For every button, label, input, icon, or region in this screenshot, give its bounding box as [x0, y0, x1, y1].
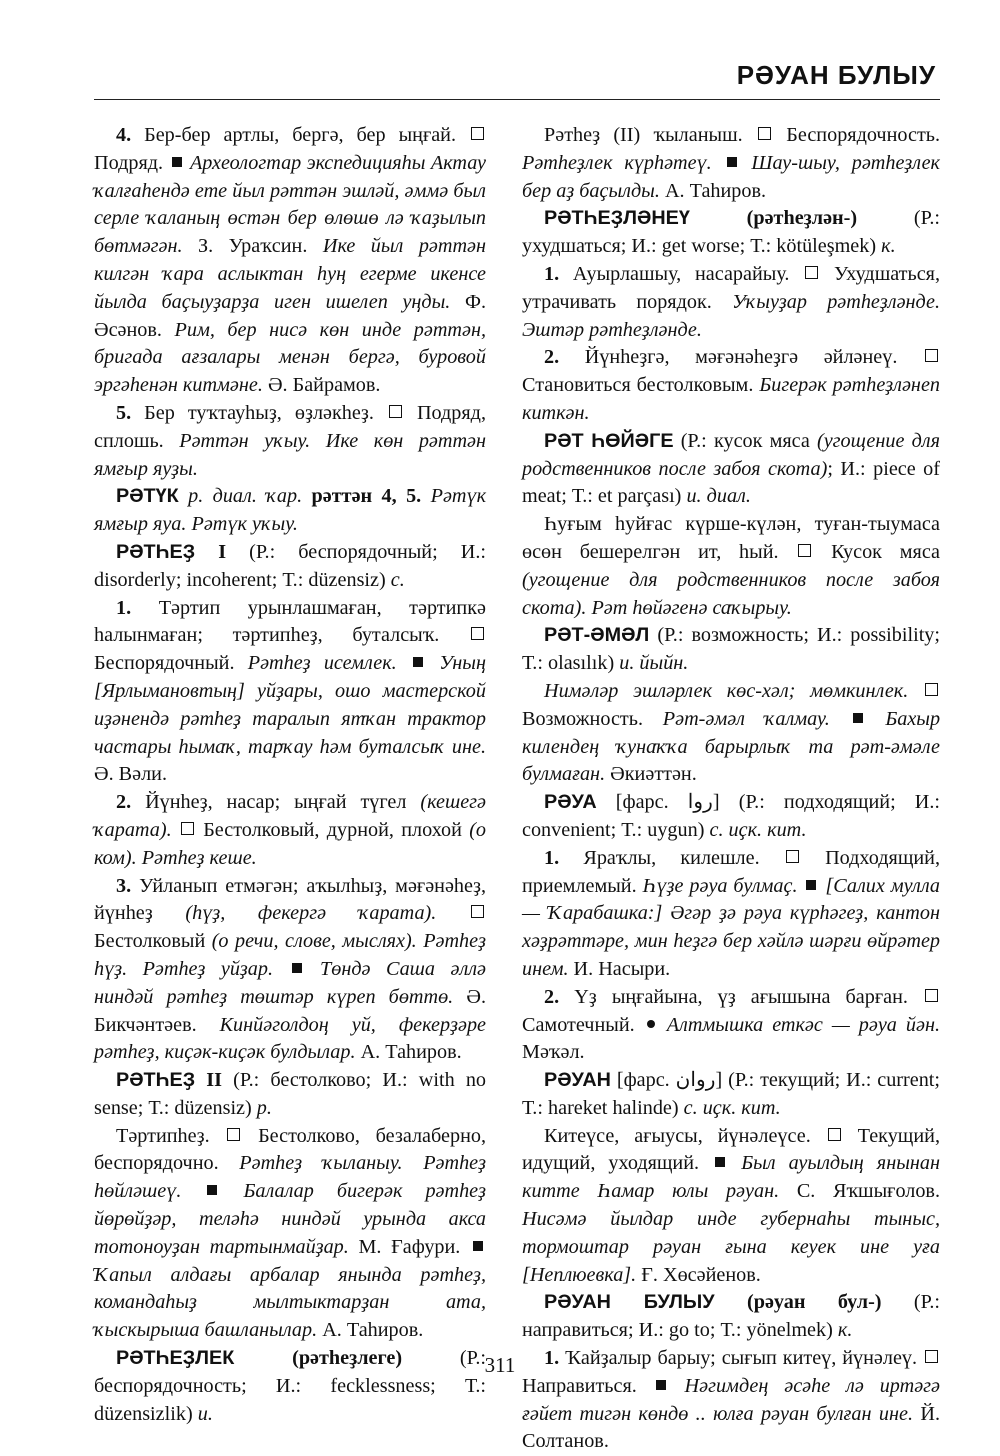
translation-box-icon	[471, 127, 484, 140]
headword: РӘУАН	[544, 1069, 611, 1092]
headword: РӘТ-ӘМӘЛ	[544, 624, 650, 647]
example-square-icon	[727, 157, 737, 167]
sense-paragraph: 1. Ҡайҙалыр барыу; сығып китеү, йүнәлеү. Направиться. Нәгимдең әсәһе лә иртәгә ғәйет тигән көндө .. юлға рәуан булған ине. Й. Солтанов.	[522, 1347, 940, 1453]
entry-paragraph: РӘТҺЕҘЛӘНЕҮ (рәтһеҙлән-) (Р.: ухудшаться; И.: get worse; Т.: kötüleşmek) к.	[522, 207, 941, 258]
translation-box-icon	[471, 627, 484, 640]
entry-paragraph: РӘУАН [фарс. روان] (Р.: текущий; И.: current; Т.: hareket halinde) с. иҫк. кит.	[522, 1069, 941, 1119]
translation-box-icon	[828, 1128, 841, 1141]
sense-paragraph: Һуғым һуйғас күрше-күлән, туған-тыумаса өсөн бешерелгән ит, һый. Кусок мяса (угощение для родственников после забоя скота). Рәт һөйәгенә саҡырыу.	[522, 513, 940, 619]
translation-box-icon	[181, 822, 194, 835]
headword: РӘУАН БУЛЫУ	[544, 1291, 715, 1314]
entry-paragraph: РӘТ ҺӨЙӘГЕ (Р.: кусок мяса (угощение для родственников после забоя скота); И.: piece of meat; Т.: et parçası) и. диал.	[522, 429, 940, 508]
translation-box-icon	[925, 683, 938, 696]
translation-box-icon	[389, 405, 402, 418]
entry-paragraph: РӘТҺЕҘ I (Р.: беспорядочный; И.: disorderly; incoherent; Т.: düzensiz) c.	[94, 540, 487, 591]
page-number: 311	[484, 1353, 516, 1377]
headword: РӘТҺЕҘЛӘНЕҮ	[544, 207, 690, 230]
example-square-icon	[656, 1380, 666, 1390]
sense-paragraph: 1. Ауырлашыу, насарайыу. Ухудшаться, утрачивать порядок. Уҡыуҙар рәтһеҙләнде. Эштәр рәтһеҙләнде.	[522, 262, 941, 341]
entry-paragraph: РӘУА [фарс. روا] (Р.: подходящий; И.: convenient; Т.: uygun) с. иҫк. кит.	[522, 791, 941, 841]
proverb-bullet-icon	[647, 1020, 655, 1028]
sense-paragraph: 3. Уйланып етмәгән; аҡылһыҙ, мәғәнәһеҙ, йүнһеҙ (һүҙ, фекергә ҡарата). Бестолковый (о речи, слове, мыслях). Рәтһеҙ һүҙ. Рәтһеҙ уйҙар. Төндә Саша әллә ниндәй рәтһеҙ төштәр күреп бөттө. Ә. Бикчәнтәев. Кинйәголдоң уй, фекерҙәре рәтһеҙ, киҫәк-киҫәк булдылар. А. Таһиров.	[94, 874, 487, 1064]
example-square-icon	[292, 963, 302, 973]
headword: РӘУА	[544, 791, 597, 814]
translation-box-icon	[925, 1350, 938, 1363]
example-square-icon	[715, 1157, 725, 1167]
example-square-icon	[207, 1185, 217, 1195]
example-square-icon	[413, 657, 423, 667]
example-square-icon	[806, 880, 816, 890]
translation-box-icon	[471, 905, 484, 918]
headword: РӘТҺЕҘЛЕК	[116, 1347, 235, 1370]
sense-paragraph: Рәтһеҙ (II) ҡыланыш. Беспорядочность. Рәтһеҙлек күрһәтеү. Шау-шыу, рәтһеҙлек бер аҙ баҫылды. А. Таһиров.	[522, 124, 941, 202]
translation-box-icon	[227, 1128, 240, 1141]
translation-box-icon	[925, 349, 938, 362]
sense-paragraph: Тәртипһеҙ. Бестолково, безалаберно, беспорядочно. Рәтһеҙ ҡыланыу. Рәтһеҙ һөйләшеү. Балалар бигерәк рәтһеҙ йөрөйҙәр, теләһә ниндәй урында акса тотоноуҙан тартынмайҙар. М. Ғафури. Ҡапыл алдағы арбалар янында рәтһеҙ, командаһыҙ мылтыктарҙан ата, ҡыскырыша башланылар. А. Таһиров.	[94, 1124, 487, 1342]
arabic-etymon: روان	[675, 1069, 716, 1092]
running-head: РӘУАН БУЛЫУ	[736, 60, 936, 90]
entry-paragraph: РӘТҮК р. диал. ҡар. рәттән 4, 5. Рәтүк ямғыр яуа. Рәтүк уҡыу.	[94, 485, 487, 536]
header-rule	[94, 99, 940, 100]
sense-paragraph: 2. Йүнһеҙгә, мәғәнәһеҙгә әйләнеү. Становиться бестолковым. Бигерәк рәтһеҙләнеп киткән.	[522, 346, 941, 424]
example-square-icon	[853, 713, 863, 723]
arabic-etymon: روا	[687, 791, 713, 814]
headword: РӘТ ҺӨЙӘГЕ	[544, 429, 674, 452]
translation-box-icon	[798, 544, 811, 557]
sense-paragraph: 5. Бер туҡтауһыҙ, өҙләкһеҙ. Подряд, сплошь. Рәттән уҡыу. Ике көн рәттән ямғыр яуҙы.	[94, 401, 487, 480]
entry-paragraph: РӘУАН БУЛЫУ (рәуан бул-) (Р.: направиться; И.: go to; Т.: yönelmek) к.	[522, 1291, 941, 1342]
headword: РӘТҺЕҘ	[116, 540, 196, 563]
example-square-icon	[473, 1241, 483, 1251]
entry-paragraph: РӘТ-ӘМӘЛ (Р.: возможность; И.: possibility; Т.: olasılık) и. йыйн.	[522, 624, 941, 675]
entry-paragraph: РӘТҺЕҘ II (Р.: бестолково; И.: with no sense; Т.: düzensiz) р.	[94, 1069, 487, 1119]
headword: РӘТҺЕҘ	[116, 1069, 196, 1092]
headword: РӘТҮК	[116, 485, 179, 508]
entry-paragraph: РӘТҺЕҘЛЕК (рәтһеҙлеге) (Р.: беспорядочность; И.: fecklessness; Т.: düzensizlik) и.	[94, 1347, 486, 1425]
sense-paragraph: 1. Яраҡлы, килешле. Подходящий, приемлемый. Һүҙе рәуа булмаҫ. [Салих мулла — Ҡарабашка:] Әгәр ҙә рәуа күрһәгеҙ, кантон хәҙрәттәре, мин һеҙгә бер хәйлә шәрғи өйрәтер инем. И. Насыри.	[522, 846, 941, 980]
sense-paragraph: 2. Йүнһеҙ, насар; ыңғай түгел (кешегә ҡарата). Бестолковый, дурной, плохой (о ком). Рәтһеҙ кеше.	[94, 791, 487, 869]
sense-paragraph: 4. Бер-бер артлы, бергә, бер ыңғай. Подряд. Археологтар экспедицияһы Актау ҡалғаһендә ете йыл рәттән эшләй, әммә был серле ҡаланың өстән бер өлөшө лә ҡаҙылып бөтмәгән. З. Ураҡсин. Ике йыл рәттән килгән ҡара аслыктан һуң егерме икенсе йылда баҫыуҙарҙа иген ишелеп уңды. Ф. Әсәнов. Рим, бер нисә көн инде рәттән, бригада ағзалары менән бергә, буровой эргәһенән китмәне. Ә. Байрамов.	[94, 124, 487, 397]
sense-paragraph: 1. Тәртип урынлашмаған, тәртипкә һалынмаған; тәртипһеҙ, буталсыҡ. Беспорядочный. Рәтһеҙ исемлек. Уның [Ярлымановтың] уйҙары, ошо мастерской иҙәнендә рәтһеҙ таралып ятҡан трактор частары һымаҡ, тарҡау һәм буталсыҡ ине. Ә. Вәли.	[94, 596, 486, 786]
sense-paragraph: Нимәләр эшләрлек көс-хәл; мөмкинлек. Возможность. Рәт-әмәл ҡалмау. Бахыр килендең ҡунаҡҡа барырлыҡ та рәт-әмәле булмаған. Әкиәттән.	[522, 679, 941, 786]
translation-box-icon	[758, 127, 771, 140]
sense-paragraph: 2. Үҙ ыңғайына, үҙ ағышына барған. Самотечный. Алтмышка еткәс — рәуа йән. Мәҡәл.	[522, 985, 941, 1064]
left-column	[94, 122, 486, 1428]
right-column	[522, 122, 940, 1456]
example-square-icon	[172, 157, 182, 167]
translation-box-icon	[786, 850, 799, 863]
sense-paragraph: Китеүсе, ағыусы, йүнәлеүсе. Текущий, идущий, уходящий. Был ауылдың янынан китте Һамар юлы рәуан. С. Яҡшығолов. Нисәмә йылдар инде губернаһы тыныс, тормоштар рәуан ғына кеуек ине уға [Неплюевка]. Ғ. Хөсәйенов.	[522, 1124, 941, 1286]
translation-box-icon	[925, 989, 938, 1002]
translation-box-icon	[805, 266, 818, 279]
